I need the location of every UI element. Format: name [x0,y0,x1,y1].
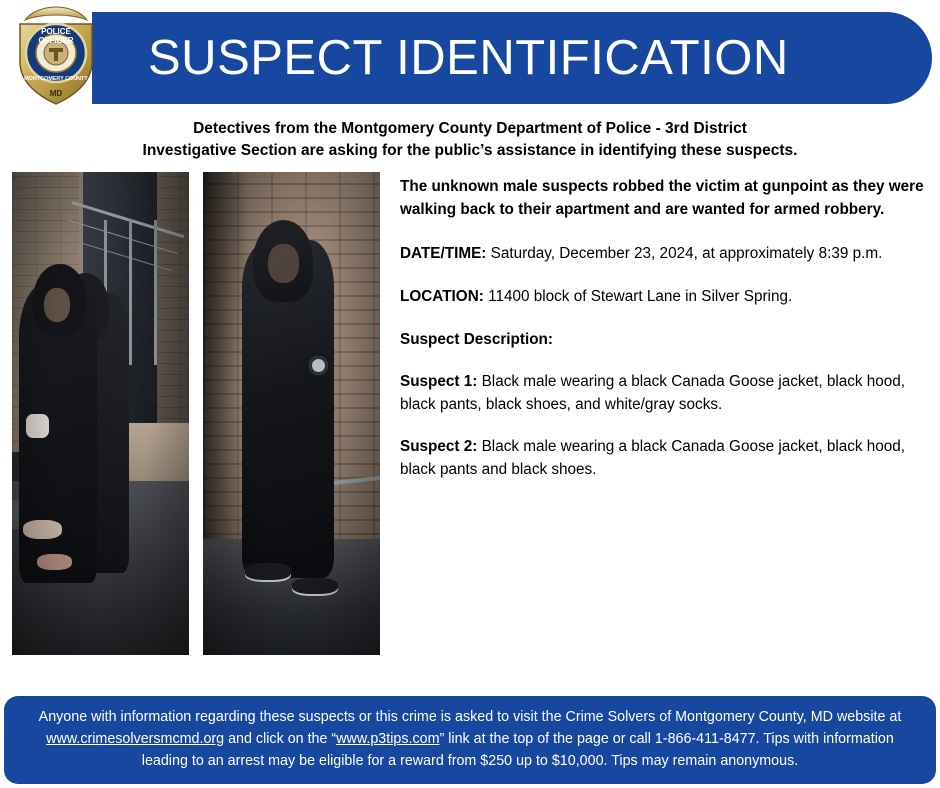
suspect-2-line [400,436,932,481]
svg-text:MONTGOMERY COUNTY: MONTGOMERY COUNTY [24,76,88,82]
crime-solvers-link[interactable]: www.crimesolversmcmd.org [46,730,225,747]
footer-text-part-1: Anyone with information regarding these suspects or this crime is asked to visit the Crime Solvers of Montgomery County, MD website at [38,708,902,725]
datetime-value: Saturday, December 23, 2024, at approximately 8:39 p.m. [486,245,883,263]
suspect-1-line [400,371,932,416]
suspect-1-label: Suspect 1: [400,373,478,391]
footer-text-part-3: ” link at the top of the page or call 1-866-411-8477. Tips with information leading to an arrest may be eligible for a reward from $250 up to $10,000. Tips may remain anonymous. [141,730,894,769]
svg-text:OFFICER: OFFICER [38,36,74,45]
footer-text-part-2: and click on the “ [224,730,337,747]
suspect-photo-1 [12,172,189,655]
photo2-vignette [203,172,380,655]
suspect-1-value: Black male wearing a black Canada Goose jacket, black hood, black pants, black shoes, and white/gray socks. [400,373,906,413]
case-details [380,172,932,497]
intro-line-1: Detectives from the Montgomery County Department of Police - 3rd District [193,120,747,137]
p3tips-link[interactable]: www.p3tips.com [336,730,440,747]
svg-text:POLICE: POLICE [41,27,71,36]
main-content [0,172,940,655]
intro-text [0,112,940,172]
incident-summary: The unknown male suspects robbed the victim at gunpoint as they were walking back to their apartment and are wanted for armed robbery. [400,178,924,218]
intro-line-2: Investigative Section are asking for the public’s assistance in identifying these suspects. [142,142,798,159]
suspect-2-label: Suspect 2: [400,438,478,456]
location-line [400,286,932,309]
datetime-line [400,243,932,266]
location-value: 11400 block of Stewart Lane in Silver Spring. [483,287,793,305]
suspect-2-value: Black male wearing a black Canada Goose jacket, black hood, black pants and black shoes. [400,438,906,478]
suspect-photo-2 [203,172,380,655]
datetime-label: DATE/TIME: [400,245,487,263]
location-label: LOCATION: [400,287,484,305]
photo1-vignette [12,172,189,655]
tip-line-footer [4,696,936,784]
page-title: SUSPECT IDENTIFICATION [148,30,789,85]
page-header [0,0,940,112]
photo-group [12,172,380,655]
suspect-description-heading: Suspect Description: [400,330,553,348]
header-banner [92,12,932,104]
svg-text:MD: MD [49,89,63,98]
police-badge-icon [8,4,104,108]
